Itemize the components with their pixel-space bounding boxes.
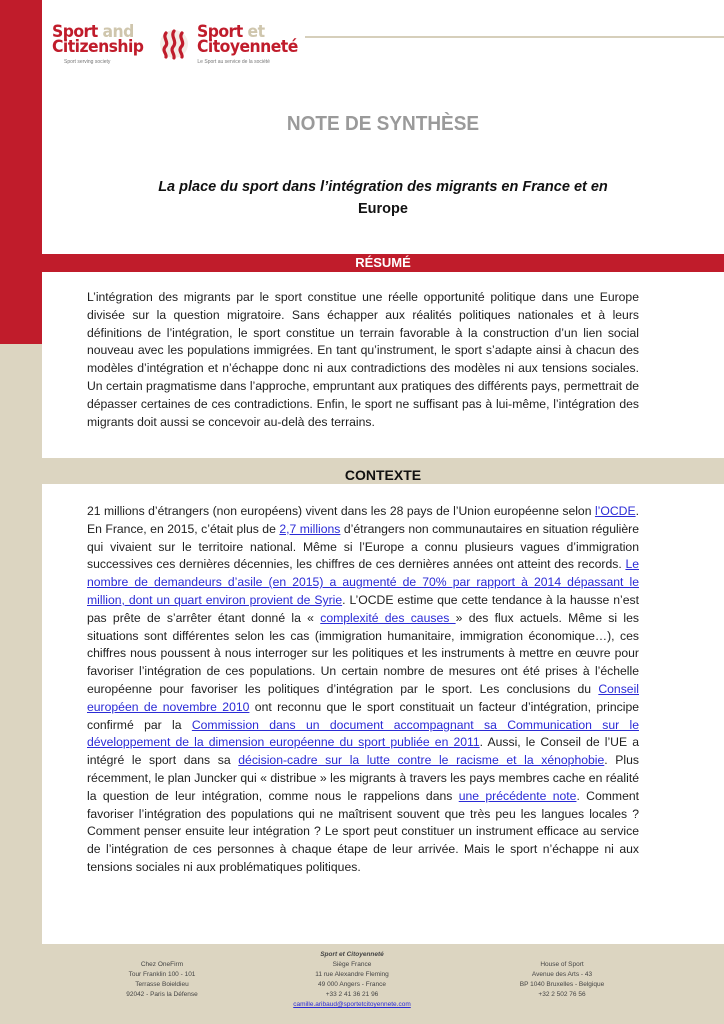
section-heading-resume: RÉSUMÉ [42, 254, 724, 272]
logo-fr-sport: Sport [197, 22, 244, 42]
text-run: . Comment favoriser l’intégration des populations qui ne maîtrisent souvent que très peu les langues locales ? Comment penser ensuite leur intégration ? Le sport peut constituer un instrument efficace au service de l’intégration de ces personnes à chaque étape de leur arrivée. Mais le sport n’échappe ni aux tensions sociales ni aux problématiques politiques. [87, 788, 640, 874]
text-run: . En France, en 2015, c’était plus de [87, 504, 639, 536]
footer-line: 49 000 Angers - France [318, 981, 386, 988]
document-subtitle [102, 176, 664, 220]
link-conseil-europeen-2010[interactable]: Conseil européen de novembre 2010 [87, 681, 639, 714]
logo-fr-tagline: Le Sport au service de la société [197, 59, 270, 65]
section-separator [42, 458, 724, 466]
footer-line: Chez OneFirm [140, 961, 184, 968]
footer-address-paris [102, 960, 222, 1000]
link-commission-document-2011[interactable]: Commission dans un document accompagnant sa Communication sur le développement de la dimension européenne du sport publiée en 2011 [87, 717, 639, 750]
text-run: d’étrangers non communautaires en situation régulière qui vivaient sur le territoire national. Même si l’Europe a connu plusieurs vagues d’immigration successives ces dernières décennies, les chiffres de ces dernières années ont atteint des records. [87, 521, 640, 572]
text-run: . Plus récemment, le plan Juncker qui « distribue » les migrants à travers les pays membres cache en réalité la question de leur intégration, comme nous le rappelions dans [87, 753, 639, 803]
logo-fr-citoyennete: Citoyenneté [197, 37, 299, 57]
footer-line: 92042 - Paris la Défense [126, 991, 198, 998]
link-ocde[interactable]: l’OCDE [594, 504, 636, 518]
logo-en-and: and [97, 22, 134, 42]
brand-logo [52, 22, 307, 71]
page-footer [42, 944, 724, 1024]
logo-fr-et: et [243, 22, 265, 42]
footer-line: +33 2 41 36 21 96 [325, 991, 379, 998]
footer-address-brussels [497, 960, 627, 1000]
sss-emblem-icon [159, 28, 189, 60]
logo-english [52, 22, 151, 65]
link-decision-cadre-racisme[interactable]: décision-cadre sur la lutte contre le racisme et la xénophobie [238, 753, 605, 768]
footer-line: House of Sport [540, 961, 584, 968]
document-page [42, 0, 724, 944]
logo-french [197, 22, 307, 65]
footer-line: BP 1040 Bruxelles - Belgique [519, 981, 605, 988]
footer-email-link[interactable]: camille.aribaud@sportetcitoyennete.com [293, 1001, 411, 1008]
contexte-paragraph [87, 503, 639, 877]
left-accent-bar [0, 0, 42, 344]
footer-line: 11 rue Alexandre Fleming [315, 971, 389, 978]
footer-line: Terrasse Boieldieu [135, 981, 189, 988]
link-2-7-millions[interactable]: 2,7 millions [279, 521, 341, 536]
text-run: » des flux actuels. Même si les situations sont différentes selon les cas (immigration humanitaire, immigration économique…), ces chiffres nous poussent à nous interroger sur les politiques et les instruments à mettre en œuvre pour favoriser l’intégration de ces populations. Un certain nombre de mesures ont été prises à l’échelle européenne pour favoriser les politiques d’intégration par le sport. Les conclusions du [87, 610, 639, 696]
logo-en-tagline: Sport serving society [64, 59, 111, 65]
text-run: . L’OCDE estime que cette tendance à la hausse n’est pas prête de s’arrêter étant donné la « [87, 592, 639, 625]
text-run: . Aussi, le Conseil de l’UE a intégré le sport dans sa [87, 735, 639, 768]
header-divider-line [305, 36, 724, 38]
footer-address-angers [262, 950, 442, 1010]
resume-paragraph: L’intégration des migrants par le sport constitue une réelle opportunité politique dans une Europe divisée sur la question migratoire. Sans échapper aux réalités politiques nationales et à leurs définitions de l’intégration, le sport constitue un terrain favorable à la construction d’un lien social nouveau avec les populations immigrées. En tant qu’instrument, le sport s’adapte ainsi à chacun des modèles d’intégration et n’échappe donc ni aux contradictions des modèles ni aux tensions sociales. Un certain pragmatisme dans l’approche, empruntant aux pratiques des différents pays, permettrait de dépasser certaines de ces contradictions. Enfin, le sport ne suffisant pas à lui-même, l’intégration des migrants doit aussi se concevoir au-delà des terrains. [87, 290, 639, 429]
footer-line: +32 2 502 76 56 [538, 991, 586, 998]
footer-line: Siège France [332, 961, 372, 968]
footer-line: Avenue des Arts - 43 [531, 971, 593, 978]
text-run: ont reconnu que le sport constituait un facteur d’intégration, principe confirmé par la [87, 699, 640, 732]
document-type-title: NOTE DE SYNTHÈSE [286, 113, 480, 135]
logo-en-citizenship: Citizenship [52, 37, 144, 57]
link-demandeurs-asile[interactable]: Le nombre de demandeurs d’asile (en 2015) a augmenté de 70% par rapport à 2014 dépassant le million, dont un quart environ provient de Syrie [87, 557, 639, 607]
subtitle-line-1: La place du sport dans l’intégration des migrants en France et en [158, 179, 608, 195]
link-precedente-note[interactable]: une précédente note [458, 788, 577, 803]
logo-en-sport: Sport [52, 22, 98, 42]
footer-line: Tour Franklin 100 - 101 [128, 971, 196, 978]
subtitle-line-2: Europe [358, 201, 408, 217]
footer-org-name: Sport et Citoyenneté [320, 951, 384, 958]
section-heading-contexte: CONTEXTE [42, 466, 724, 484]
text-run: 21 millions d’étrangers (non européens) vivent dans les 28 pays de l’Union européenne selon [87, 504, 595, 518]
link-complexite-des-causes[interactable]: complexité des causes [320, 610, 456, 625]
